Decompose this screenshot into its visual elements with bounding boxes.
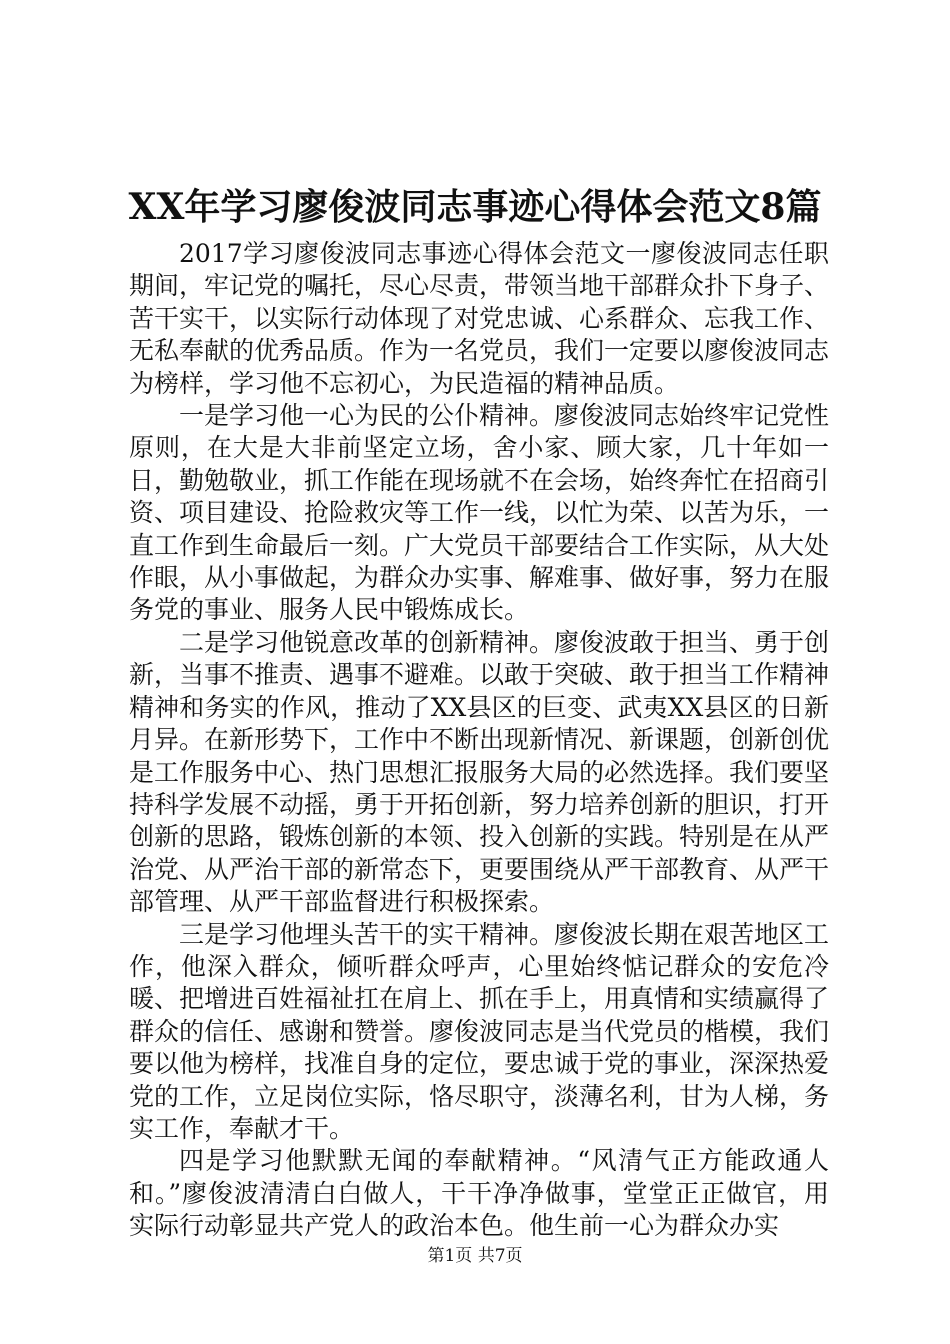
page-number-footer: 第1页 共7页 [427,1246,523,1266]
paragraph-point-three: 三是学习他埋头苦干的实干精神。廖俊波长期在艰苦地区工作，他深入群众，倾听群众呼声，心里始终惦记群众的安危冷暖、把增进百姓福祉扛在肩上、抓在手上，用真情和实绩赢得了群众的信任、感谢和赞誉。廖俊波同志是当代党员的楷模，我们要以他为榜样，找准自身的定位，要忠诚于党的事业，深深热爱党的工作，立足岗位实际，恪尽职守，淡薄名利，甘为人梯，务实工作，奉献才干。 [129,919,830,1143]
paragraph-point-one: 一是学习他一心为民的公仆精神。廖俊波同志始终牢记党性原则，在大是大非前坚定立场，舍小家、顾大家，几十年如一日，勤勉敬业，抓工作能在现场就不在会场，始终奔忙在招商引资、项目建设、抢险救灾等工作一线，以忙为荣、以苦为乐，一直工作到生命最后一刻。广大党员干部要结合工作实际，从大处作眼，从小事做起，为群众办实事、解难事、做好事，努力在服务党的事业、服务人民中锻炼成长。 [129,401,830,625]
document-title: XX年学习廖俊波同志事迹心得体会范文8篇 [128,186,822,228]
paragraph-point-four: 四是学习他默默无闻的奉献精神。“风清气正方能政通人和。”廖俊波清清白白做人，干干净净做事，堂堂正正做官，用实际行动彰显共产党人的政治本色。他生前一心为群众办实 [129,1146,829,1241]
paragraph-point-two: 二是学习他锐意改革的创新精神。廖俊波敢于担当、勇于创新，当事不推责、遇事不避难。以敢于突破、敢于担当工作精神精神和务实的作风，推动了XX县区的巨变、武夷XX县区的日新月异。在新形势下，工作中不断出现新情况、新课题，创新创优是工作服务中心、热门思想汇报服务大局的必然选择。我们要坚持科学发展不动摇，勇于开拓创新，努力培养创新的胆识，打开创新的思路，锻炼创新的本领、投入创新的实践。特别是在从严治党、从严治干部的新常态下，更要围绕从严干部教育、从严干部管理、从严干部监督进行积极探索。 [129,627,830,917]
document-body [129,238,829,1243]
paragraph-intro: 2017学习廖俊波同志事迹心得体会范文一廖俊波同志任职期间，牢记党的嘱托，尽心尽责，带领当地干部群众扑下身子、苦干实干，以实际行动体现了对党忠诚、心系群众、忘我工作、无私奉献的优秀品质。作为一名党员，我们一定要以廖俊波同志为榜样，学习他不忘初心，为民造福的精神品质。 [129,239,830,398]
